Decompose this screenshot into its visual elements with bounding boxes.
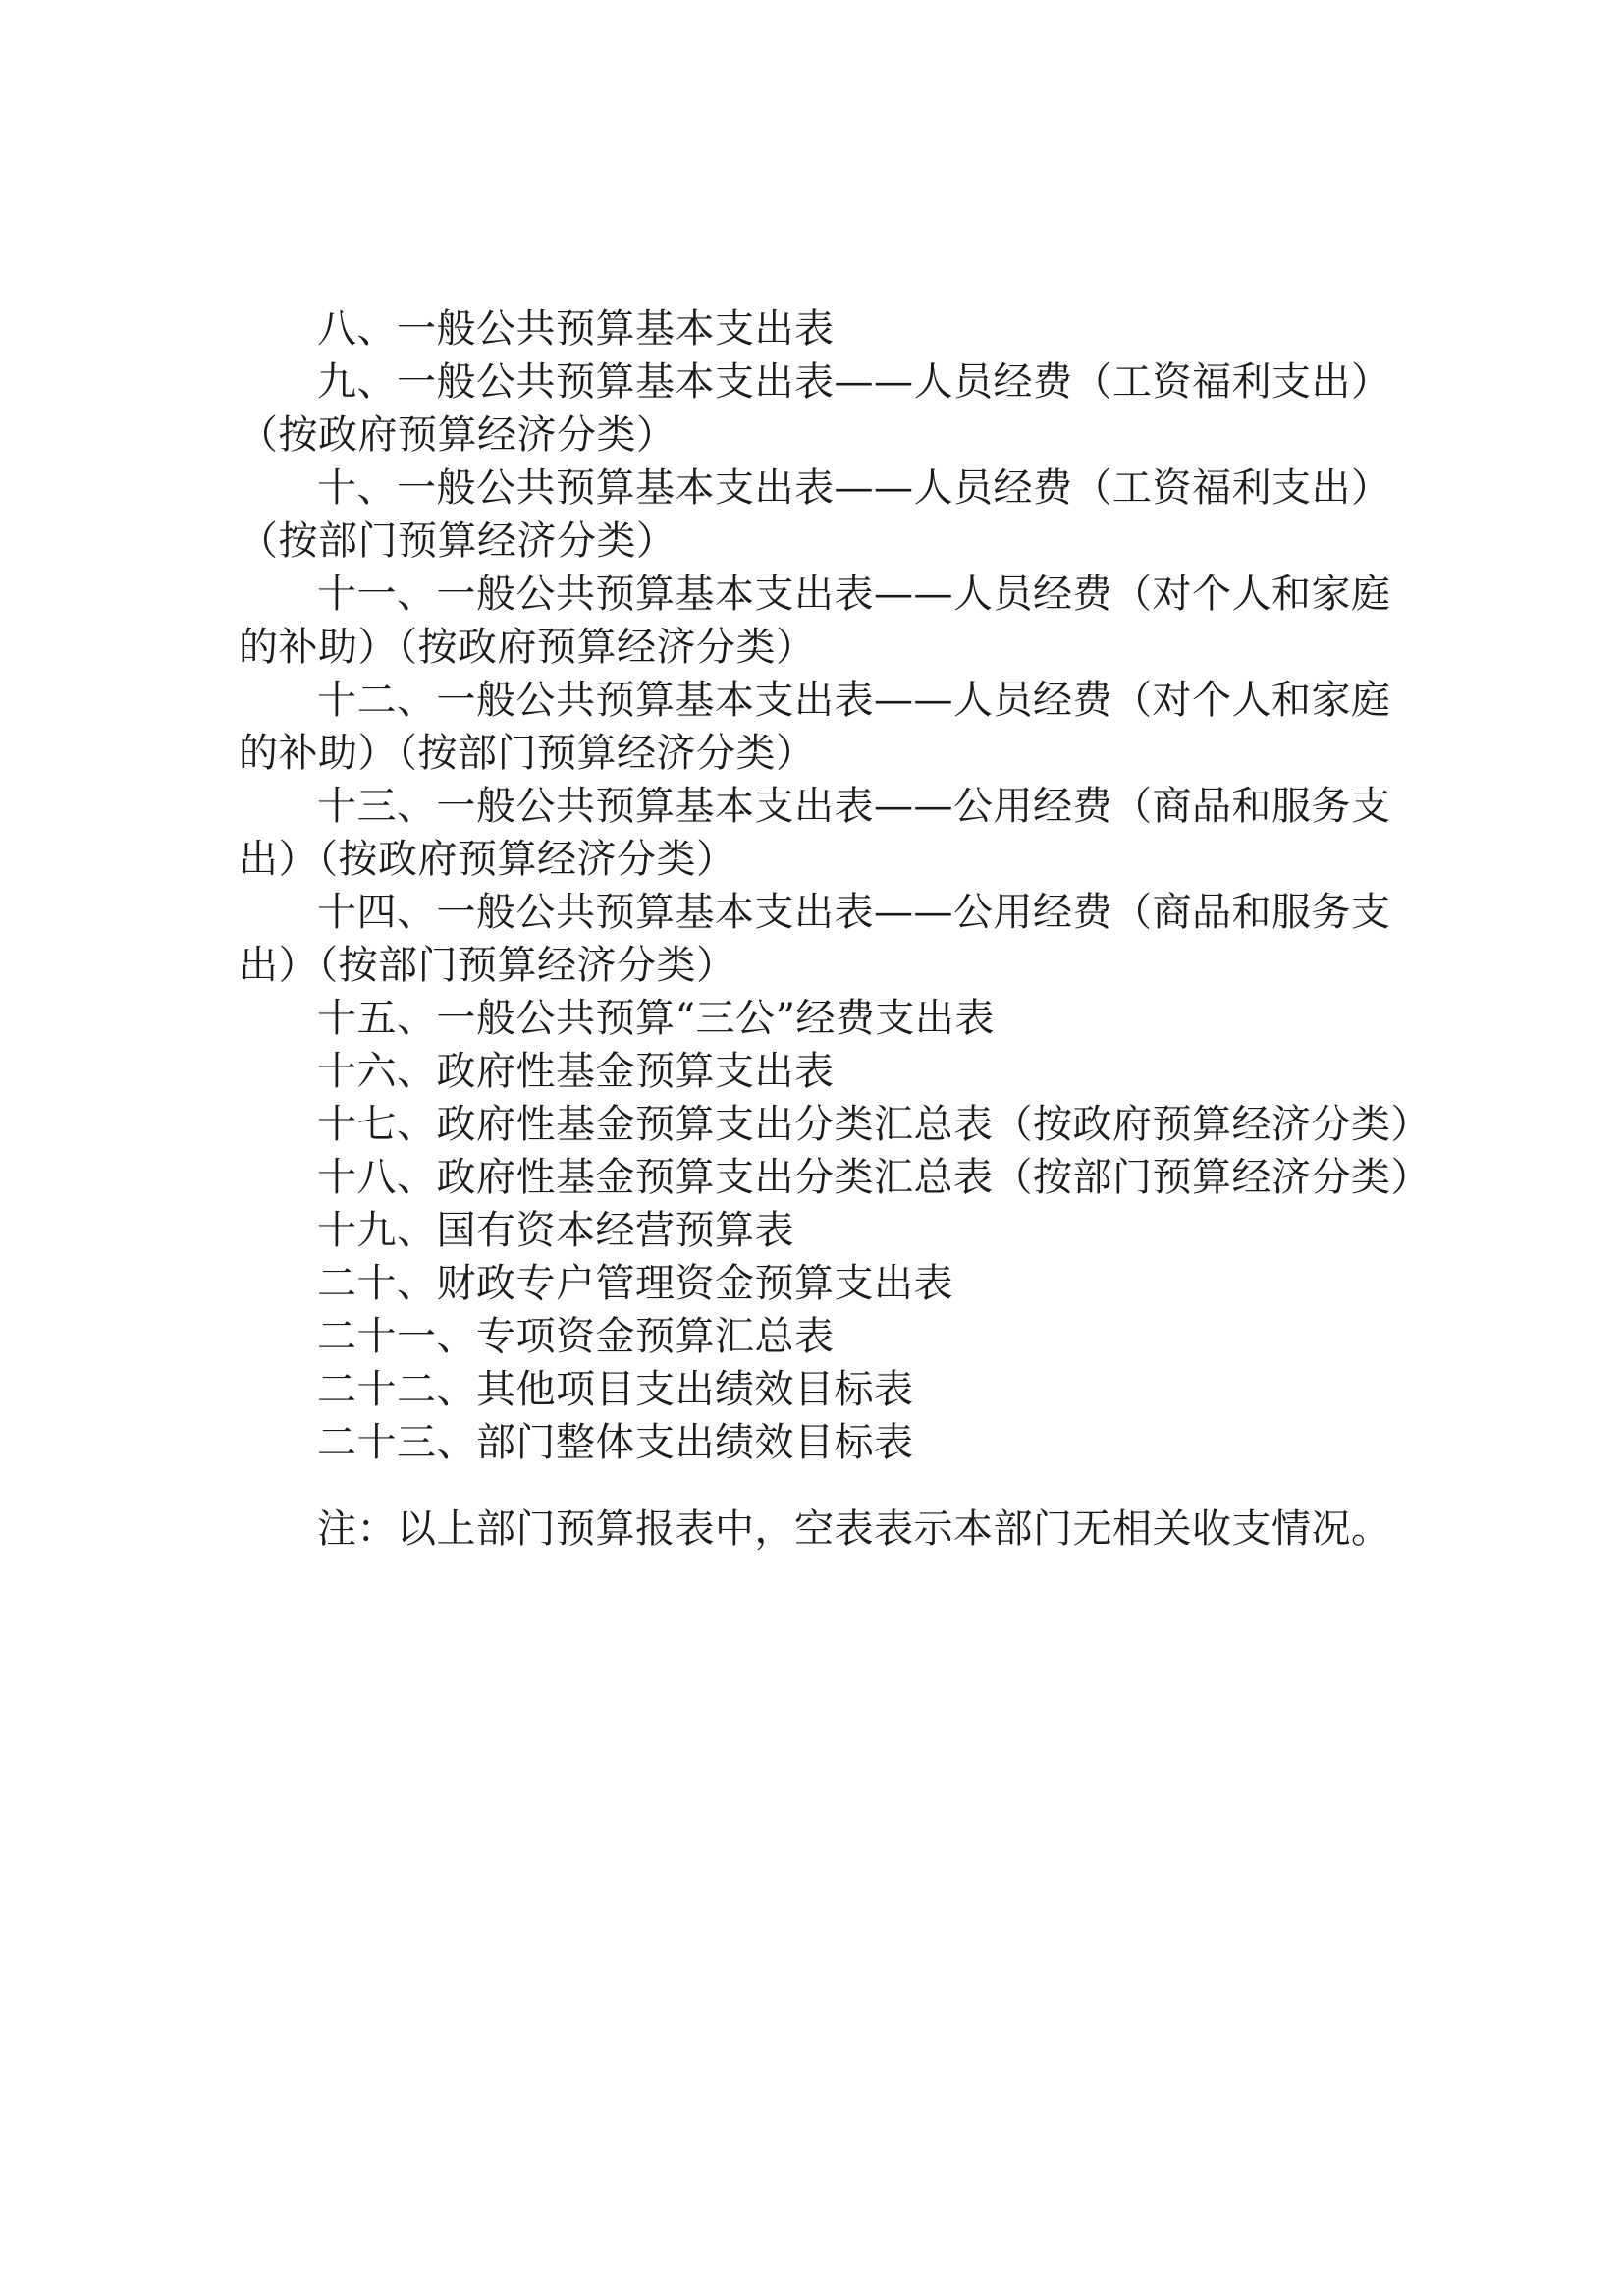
toc-entry-19: 十九、国有资本经营预算表 xyxy=(317,1208,794,1253)
table-of-contents xyxy=(239,302,1431,1556)
toc-entry-14: 十四、一般公共预算基本支出表——公用经费（商品和服务支出）（按部门预算经济分类） xyxy=(239,890,1391,988)
toc-entry-12: 十二、一般公共预算基本支出表——人员经费（对个人和家庭的补助）（按部门预算经济分类） xyxy=(239,678,1391,776)
toc-entry-8: 八、一般公共预算基本支出表 xyxy=(317,306,835,352)
footnote: 注：以上部门预算报表中，空表表示本部门无相关收支情况。 xyxy=(317,1506,1391,1552)
toc-entry-21: 二十一、专项资金预算汇总表 xyxy=(317,1314,835,1359)
toc-entry-10: 十、一般公共预算基本支出表——人员经费（工资福利支出）（按部门预算经济分类） xyxy=(239,465,1391,564)
toc-entry-17: 十七、政府性基金预算支出分类汇总表（按政府预算经济分类） xyxy=(317,1102,1431,1147)
toc-entry-13: 十三、一般公共预算基本支出表——公用经费（商品和服务支出）（按政府预算经济分类） xyxy=(239,784,1391,882)
toc-entry-18: 十八、政府性基金预算支出分类汇总表（按部门预算经济分类） xyxy=(317,1155,1431,1200)
toc-entry-16: 十六、政府性基金预算支出表 xyxy=(317,1049,835,1094)
toc-entry-11: 十一、一般公共预算基本支出表——人员经费（对个人和家庭的补助）（按政府预算经济分类） xyxy=(239,572,1391,670)
toc-entry-15: 十五、一般公共预算“三公”经费支出表 xyxy=(317,996,995,1041)
toc-entry-20: 二十、财政专户管理资金预算支出表 xyxy=(317,1261,953,1306)
toc-entry-9: 九、一般公共预算基本支出表——人员经费（工资福利支出）（按政府预算经济分类） xyxy=(239,359,1391,458)
toc-entry-22: 二十二、其他项目支出绩效目标表 xyxy=(317,1367,914,1412)
toc-entry-23: 二十三、部门整体支出绩效目标表 xyxy=(317,1420,914,1465)
